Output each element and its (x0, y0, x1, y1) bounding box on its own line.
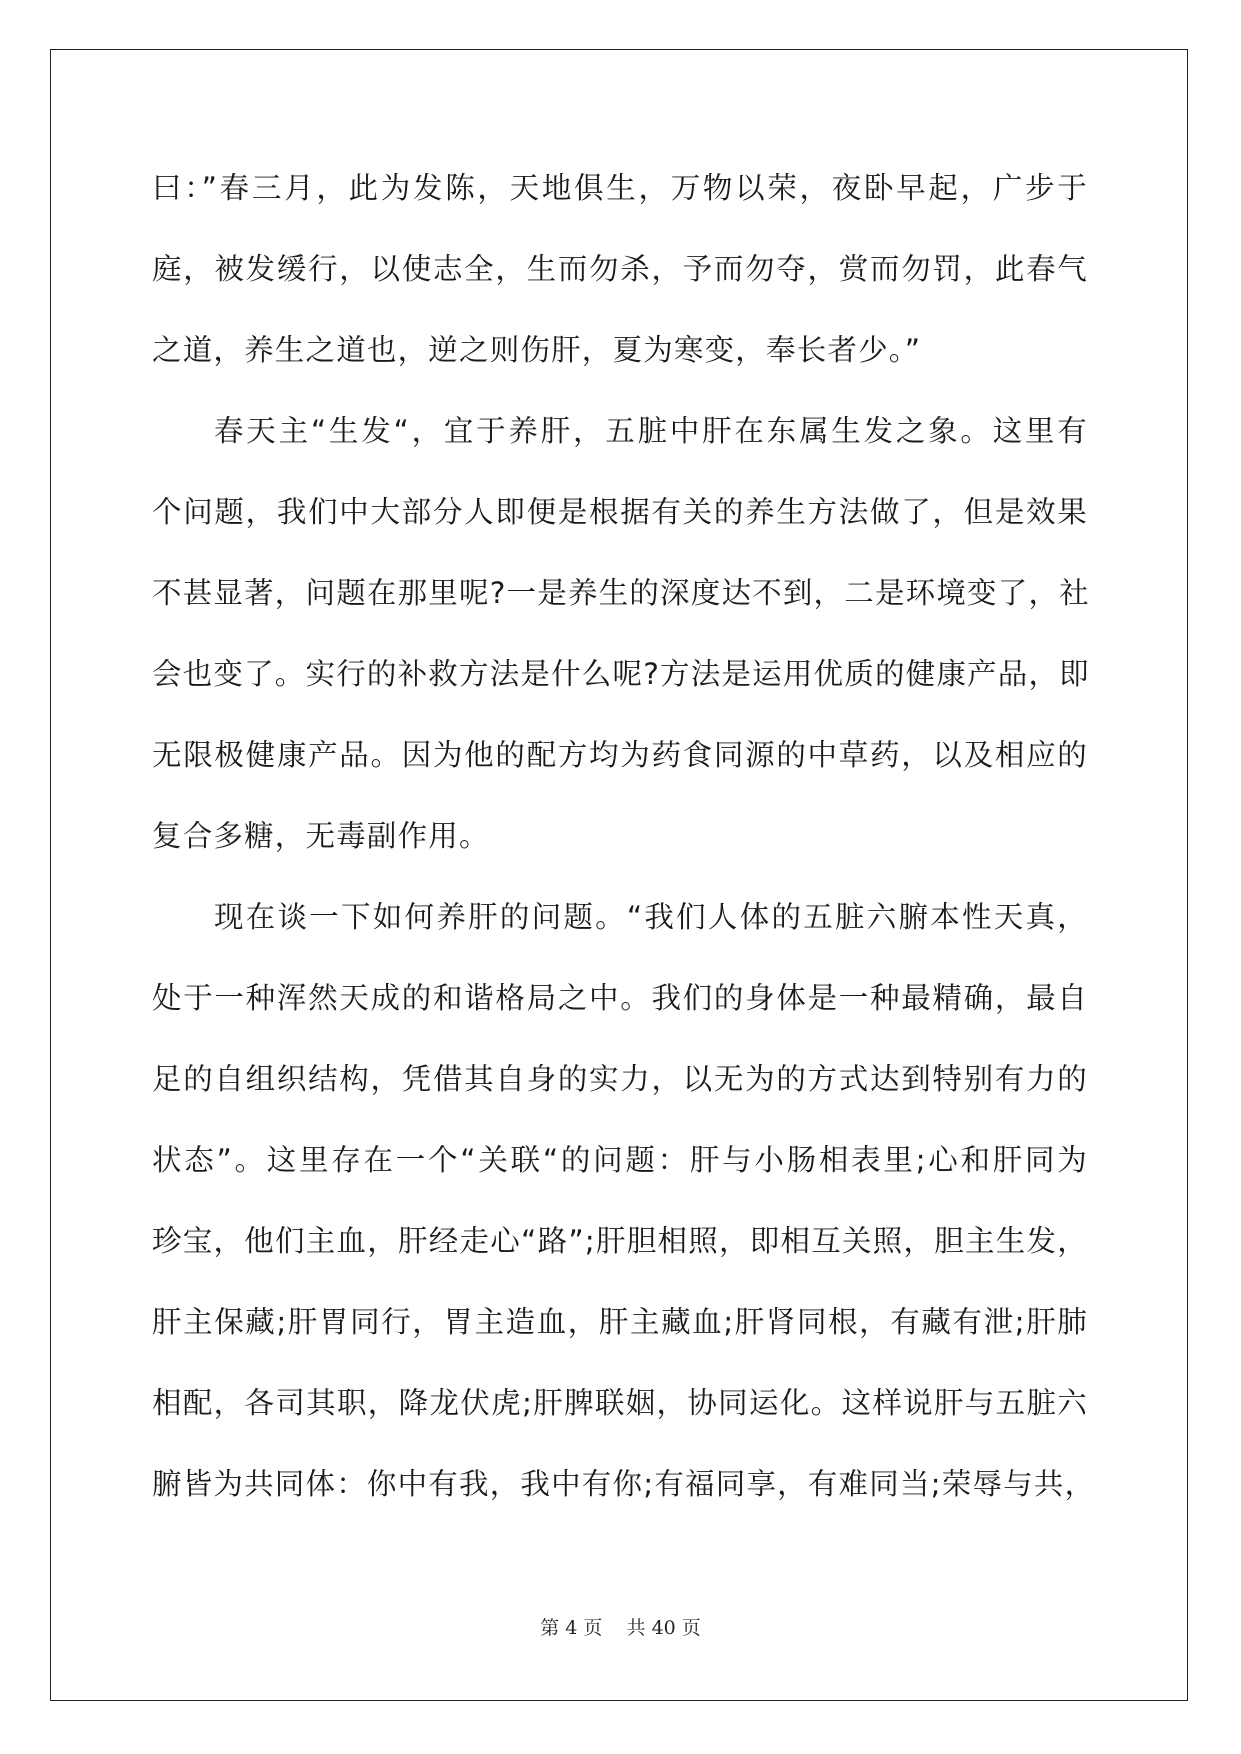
text-line: 处于一种浑然天成的和谐格局之中。我们的身体是一种最精确，最自 (152, 981, 1088, 1015)
text-line: 曰：”春三月，此为发陈，天地俱生，万物以荣，夜卧早起，广步于 (152, 171, 1088, 205)
page-number-footer: 第 4 页 共 40 页 (540, 1617, 701, 1639)
text-line: 腑皆为共同体：你中有我，我中有你;有福同享，有难同当;荣辱与共， (152, 1467, 1096, 1501)
text-line: 复合多糖，无毒副作用。 (152, 819, 490, 853)
text-line: 春天主“生发“，宜于养肝，五脏中肝在东属生发之象。这里有 (214, 414, 1088, 448)
text-line: 之道，养生之道也，逆之则伤肝，夏为寒变，奉长者少。” (152, 333, 922, 367)
text-line: 足的自组织结构，凭借其自身的实力，以无为的方式达到特别有力的 (152, 1062, 1088, 1096)
document-body (152, 158, 1096, 1535)
text-line: 现在谈一下如何养肝的问题。“我们人体的五脏六腑本性天真， (214, 900, 1088, 934)
text-line: 相配，各司其职，降龙伏虎;肝脾联姻，协同运化。这样说肝与五脏六 (152, 1386, 1088, 1420)
text-line: 不甚显著，问题在那里呢?一是养生的深度达不到，二是环境变了，社 (152, 576, 1090, 610)
text-line: 个问题，我们中大部分人即便是根据有关的养生方法做了，但是效果 (152, 495, 1088, 529)
text-line: 珍宝，他们主血，肝经走心“路”;肝胆相照，即相互关照，胆主生发， (152, 1224, 1088, 1258)
text-line: 会也变了。实行的补救方法是什么呢?方法是运用优质的健康产品，即 (152, 657, 1090, 691)
text-line: 无限极健康产品。因为他的配方均为药食同源的中草药，以及相应的 (152, 738, 1088, 772)
text-line: 庭，被发缓行，以使志全，生而勿杀，予而勿夺，赏而勿罚，此春气 (152, 252, 1088, 286)
text-line: 肝主保藏;肝胃同行，胃主造血，肝主藏血;肝肾同根，有藏有泄;肝肺 (152, 1305, 1088, 1339)
text-line: 状态”。这里存在一个“关联“的问题：肝与小肠相表里;心和肝同为 (152, 1143, 1088, 1177)
